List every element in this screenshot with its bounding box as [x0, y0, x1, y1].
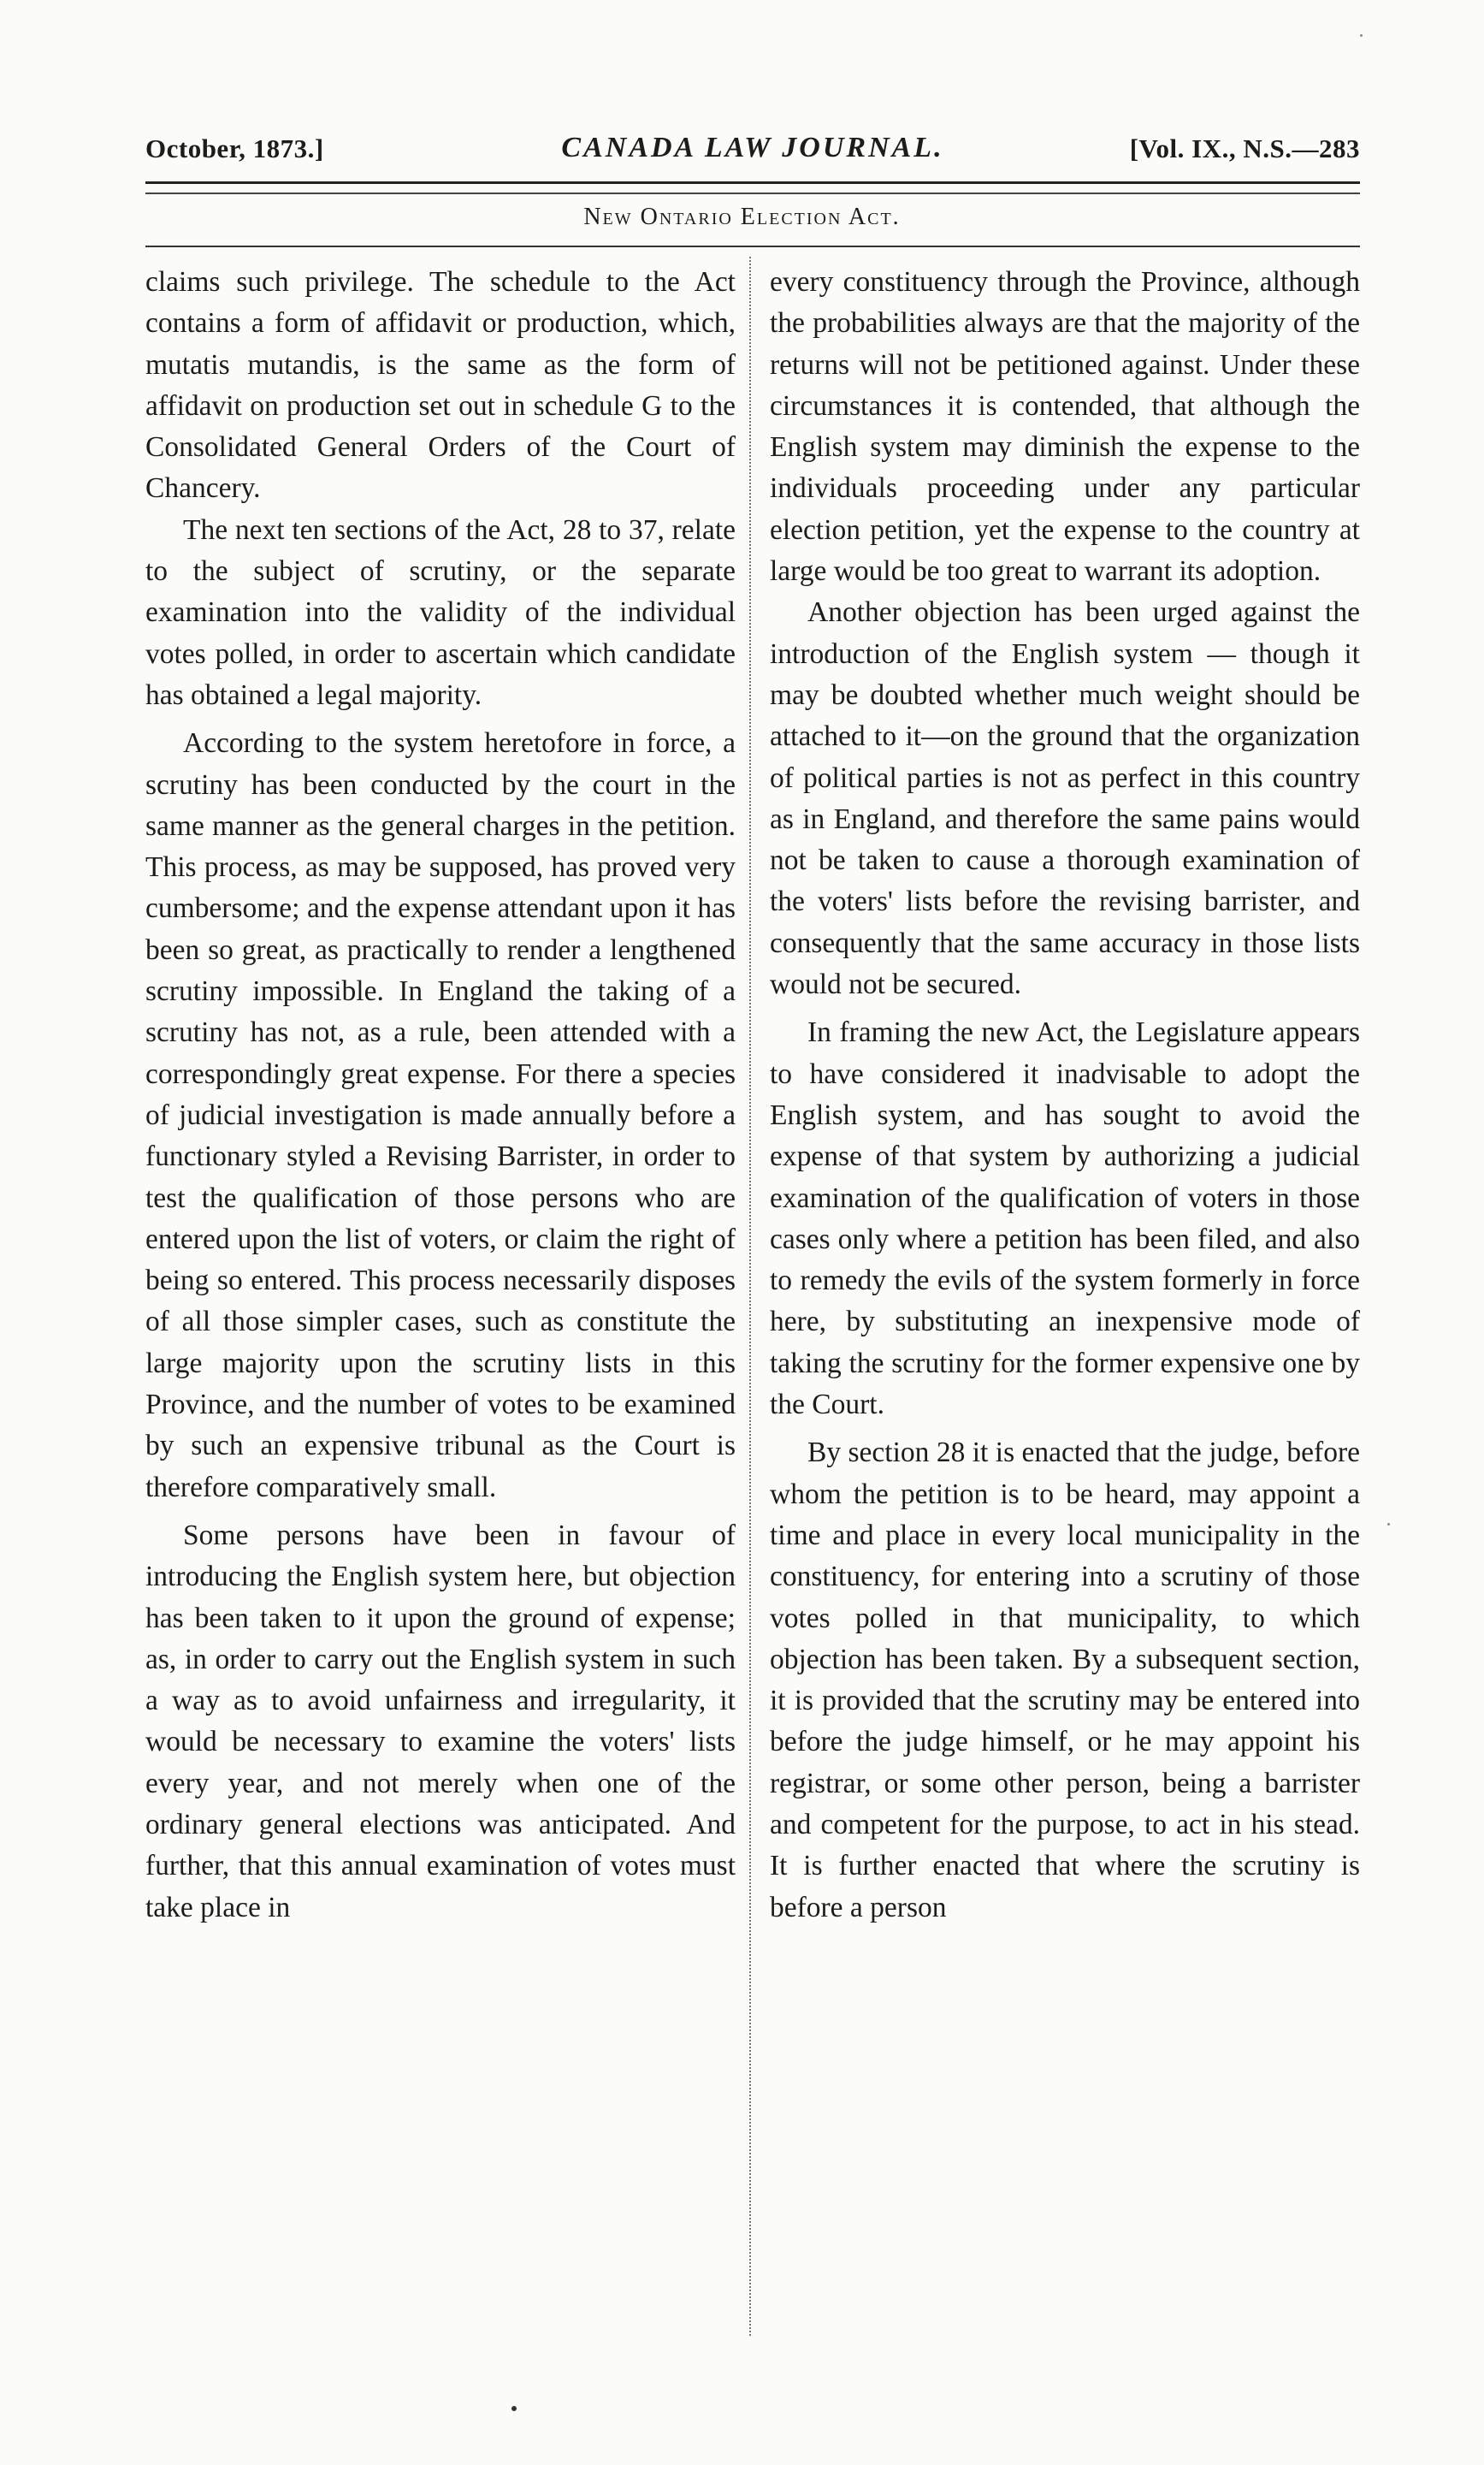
paragraph: every constituency through the Province, although the probabilities always are that the majority of the returns will not be petitioned against. Under these circumstances it is contended, that although the English system may diminish the expense to the individuals proceeding under any particular election petition, yet the expense to the country at large would be too great to warrant its adoption.: [770, 266, 1360, 588]
section-title: New Ontario Election Act.: [583, 204, 901, 230]
header-double-rule: [145, 181, 1360, 194]
paragraph: Another objection has been urged against the introduction of the English system — though it may be doubted whether much weight should be attached to it—on the ground that the organization of political parties is not as perfect in this country as in England, and therefore the same pains would not be taken to cause a thorough examination of the voters' lists before the revising barrister, and consequently that the same accuracy in those lists would not be secured.: [770, 596, 1360, 1001]
paragraph: By section 28 it is enacted that the judge, before whom the petition is to be heard, may appoint a time and place in every local municipality in the constituency, for entering into a scrutiny of those votes polled in that municipality, to which objection has been taken. By a subsequent section, it is provided that the scrutiny may be entered into before the judge himself, or he may appoint his registrar, or some other person, being a barrister and competent for the purpose, to act in his stead. It is further enacted that where the scrutiny is before a person: [770, 1437, 1360, 1923]
paragraph: According to the system heretofore in force, a scrutiny has been conducted by the court in the same manner as the general charges in the petition. This process, as may be supposed, has proved very cumbersome; and the expense attendant upon it has been so great, as practically to render a lengthened scrutiny impossible. In England the taking of a scrutiny has not, as a rule, been attended with a correspondingly great expense. For there a species of judicial investigation is made annually before a functionary styled a Revising Barrister, in order to test the qualification of those persons who are entered upon the list of voters, or claim the right of being so entered. This process necessarily disposes of all those simpler cases, such as constitute the large majority upon the scrutiny lists in this Province, and the number of votes to be examined by such an expensive tribunal as the Court is therefore comparatively small.: [145, 727, 736, 1503]
paragraph: Some persons have been in favour of introducing the English system here, but objection has been taken to it upon the ground of expense; as, in order to carry out the English system in such a way as to avoid unfairness and irregularity, it would be necessary to examine the voters' lists every year, and not merely when one of the ordinary general elections was anticipated. And further, that this annual examination of votes must take place in: [145, 1519, 736, 1923]
left-column: [145, 262, 736, 1929]
section-rule: [145, 246, 1360, 247]
column-divider: [749, 257, 751, 2336]
paragraph: In framing the new Act, the Legislature appears to have considered it inadvisable to adopt the English system, and has sought to avoid the expense of that system by authorizing a judicial examination of the qualification of voters in those cases only where a petition has been filed, and also to remedy the evils of the system formerly in force here, by substituting an inexpensive mode of taking the scrutiny for the former expensive one by the Court.: [770, 1016, 1360, 1421]
running-header: [145, 127, 1360, 169]
ink-speck: [1360, 34, 1363, 37]
volume-page-number: [Vol. IX., N.S.—283: [1129, 133, 1360, 163]
issue-date: October, 1873.]: [145, 133, 324, 163]
journal-title: CANADA LAW JOURNAL.: [561, 132, 944, 163]
ink-speck: [511, 2406, 517, 2411]
paragraph: The next ten sections of the Act, 28 to 37, relate to the subject of scrutiny, or the separate examination into the validity of the individual votes polled, in order to ascertain which candidate has obtained a legal majority.: [145, 513, 736, 711]
right-column: [770, 262, 1360, 1929]
ink-speck: [1387, 1523, 1390, 1526]
paragraph: claims such privilege. The schedule to the Act contains a form of affidavit or production, which, mutatis mutandis, is the same as the form of affidavit on production set out in schedule G to the Consolidated General Orders of the Court of Chancery.: [145, 266, 736, 505]
